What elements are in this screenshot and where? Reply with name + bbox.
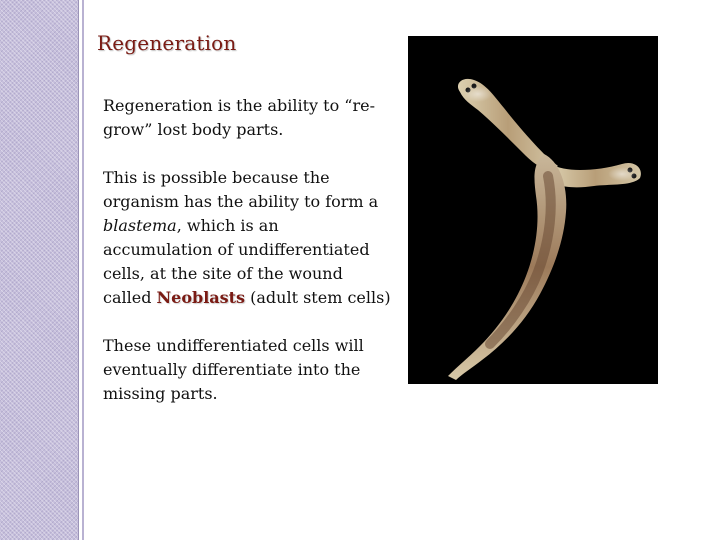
neoblasts-term: Neoblasts [156, 288, 246, 307]
sidebar-divider [82, 0, 84, 540]
paragraph-blastema [103, 166, 393, 310]
paragraph-differentiation: These undifferentiated cells will eventually differentiate into the missing parts. [103, 336, 364, 403]
slide-title: Regeneration [97, 31, 237, 55]
paragraph-blastema-text-3: (adult stem cells) [245, 288, 391, 307]
paragraph-blastema-text-1: This is possible because the organism has the ability to form a [103, 168, 379, 211]
decorative-sidebar [0, 0, 79, 540]
blastema-term: blastema [103, 216, 177, 235]
slide-body [103, 94, 393, 430]
paragraph-definition: Regeneration is the ability to “re-grow” lost body parts. [103, 96, 375, 139]
paragraph-blastema-text-2: , which is an accumulation of undifferentiated cells, at the site of the wound called [103, 216, 370, 307]
planarian-illustration [408, 36, 658, 384]
planarian-photo [408, 36, 658, 384]
